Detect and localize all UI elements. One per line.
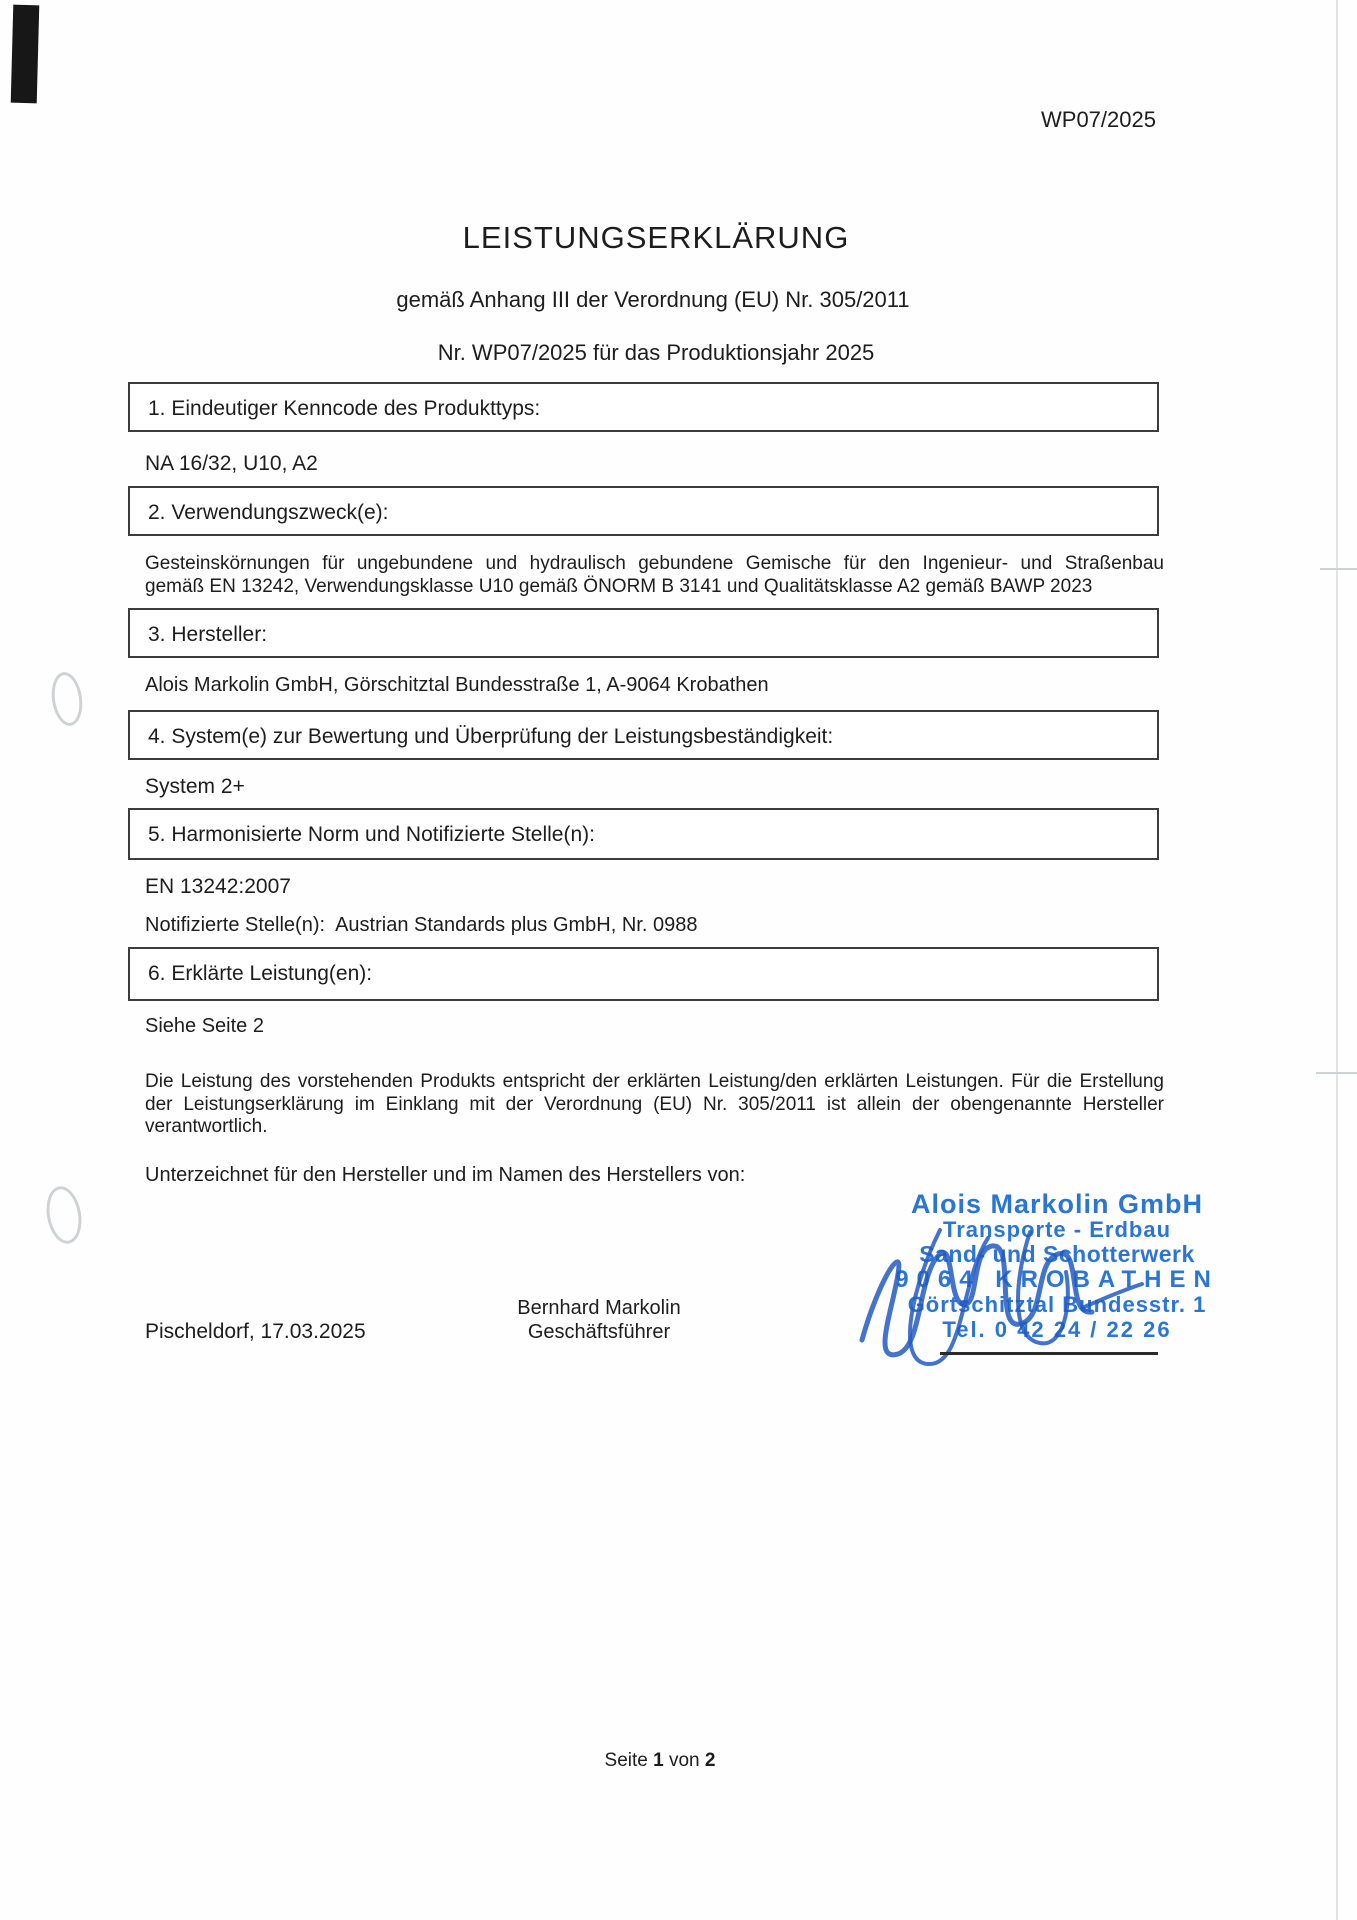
section-5-norm: EN 13242:2007 [145, 875, 291, 898]
section-1-content: NA 16/32, U10, A2 [145, 452, 318, 475]
footer-prefix: Seite [604, 1750, 648, 1771]
stamp-company-name: Alois Markolin GmbH [910, 1189, 1204, 1219]
signer-name: Bernhard Markolin [517, 1297, 681, 1319]
stamp-line-5: Görtschitztal Bundesstr. 1 [907, 1292, 1207, 1317]
section-1-heading: 1. Eindeutiger Kenncode des Produkttyps: [148, 397, 541, 420]
scan-edge-tick-2 [1316, 1072, 1357, 1074]
subtitle-regulation: gemäß Anhang III der Verordnung (EU) Nr. 305/2011 [396, 287, 910, 312]
footer-middle: von [668, 1750, 700, 1771]
signature-underline [940, 1352, 1158, 1355]
scan-edge-tick-1 [1320, 568, 1357, 570]
stamp-line-6: Tel. 0 42 24 / 22 26 [942, 1317, 1172, 1342]
section-3-heading: 3. Hersteller: [148, 623, 268, 646]
section-3-content: Alois Markolin GmbH, Görschitztal Bundesstraße 1, A-9064 Krobathen [145, 674, 769, 696]
section-3-box [128, 608, 1159, 658]
section-2-content-line-1: Gesteinskörnungen für ungebundene und hydraulisch gebundene Gemische für den Ingenieur- und Straßenbau [145, 553, 1164, 574]
signing-intro: Unterzeichnet für den Hersteller und im Namen des Herstellers von: [145, 1164, 746, 1186]
section-5-notified-body: Notifizierte Stelle(n): Austrian Standards plus GmbH, Nr. 0988 [145, 914, 698, 936]
footer-page-number: 1 [653, 1750, 664, 1771]
section-5-heading: 5. Harmonisierte Norm und Notifizierte Stelle(n): [148, 823, 595, 846]
section-2-box [128, 486, 1159, 536]
section-1-box [128, 382, 1159, 432]
scan-corner-mark [11, 5, 40, 104]
page-title: LEISTUNGSERKLÄRUNG [462, 220, 850, 255]
section-2-heading: 2. Verwendungszweck(e): [148, 501, 389, 524]
scan-edge-line [1336, 0, 1338, 1920]
punch-hole-top [48, 670, 85, 728]
footer-total-pages: 2 [704, 1750, 716, 1771]
section-6-box [128, 947, 1159, 1001]
declaration-line-3: verantwortlich. [145, 1116, 268, 1137]
section-4-box [128, 710, 1159, 760]
declaration-line-2: der Leistungserklärung im Einklang mit der Verordnung (EU) Nr. 305/2011 ist allein der obengenannte Hersteller [145, 1093, 1164, 1115]
page-footer [510, 1750, 810, 1772]
stamp-line-2: Transporte - Erdbau [942, 1217, 1172, 1242]
section-5-box [128, 808, 1159, 860]
stamp-line-3: Sand- und Schotterwerk [919, 1241, 1195, 1267]
section-2-content-line-2: gemäß EN 13242, Verwendungsklasse U10 gemäß ÖNORM B 3141 und Qualitätsklasse A2 gemäß BAWP 2023 [145, 575, 1093, 597]
declaration-line-1: Die Leistung des vorstehenden Produkts entspricht der erklärten Leistung/den erklärten Leistungen. Für die Erstellung [145, 1071, 1164, 1092]
doc-number: WP07/2025 [1041, 107, 1156, 132]
section-4-content: System 2+ [145, 775, 245, 798]
section-4-heading: 4. System(e) zur Bewertung und Überprüfung der Leistungsbeständigkeit: [148, 725, 834, 748]
place-and-date: Pischeldorf, 17.03.2025 [145, 1320, 366, 1343]
section-6-heading: 6. Erklärte Leistung(en): [148, 962, 373, 985]
punch-hole-bottom [42, 1183, 86, 1246]
section-6-content: Siehe Seite 2 [145, 1015, 264, 1037]
signer-role: Geschäftsführer [527, 1321, 671, 1343]
subtitle-number: Nr. WP07/2025 für das Produktionsjahr 2025 [437, 340, 875, 365]
stamp-line-4: 9064 KROBATHEN [895, 1266, 1219, 1293]
